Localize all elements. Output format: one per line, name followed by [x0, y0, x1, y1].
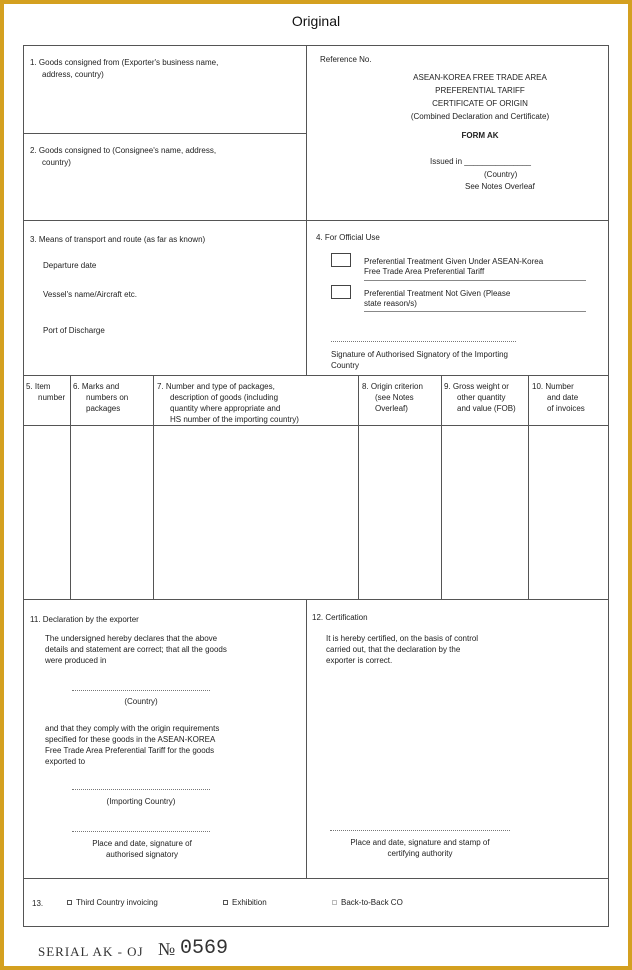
divider-header-row: [23, 425, 609, 426]
declaration-p2a: and that they comply with the origin requirements: [45, 724, 220, 733]
col9-line2: other quantity: [457, 393, 506, 402]
treatment-not-given-line1: Preferential Treatment Not Given (Please: [364, 289, 511, 298]
certifying-place-line1: Place and date, signature and stamp of: [350, 838, 490, 847]
box12-label: 12. Certification: [312, 613, 368, 622]
col-header-marks: [73, 381, 128, 414]
declaration-p1b: details and statement are correct; that all the goods: [45, 645, 227, 654]
port-of-discharge: Port of Discharge: [43, 326, 105, 335]
treatment-given-line: [364, 280, 586, 281]
col-header-invoices: [532, 381, 585, 414]
issued-in: Issued in _______________: [430, 157, 531, 166]
header-line4: (Combined Declaration and Certificate): [410, 112, 550, 121]
declaration-p1c: were produced in: [45, 656, 107, 665]
treatment-given-line2: Free Trade Area Preferential Tariff: [364, 267, 485, 276]
exporter-signature-line: [72, 831, 210, 832]
divider-row3: [23, 375, 609, 376]
exporter-place-line1: Place and date, signature of: [92, 839, 192, 848]
declaration-importing-country: (Importing Country): [106, 797, 176, 806]
box11-label: 11. Declaration by the exporter: [30, 615, 139, 624]
vessel-name: Vessel's name/Aircraft etc.: [43, 290, 138, 299]
declaration-country: (Country): [124, 697, 158, 706]
col10-line2: and date: [547, 393, 579, 402]
col-header-item-number: [26, 381, 65, 403]
importing-signature-line2: Country: [331, 361, 360, 370]
col10-line3: of invoices: [547, 404, 585, 413]
serial-number: 0569: [180, 937, 229, 960]
col-header-description: [157, 381, 299, 425]
divider-row5: [23, 878, 609, 879]
treatment-not-given-checkbox[interactable]: [331, 285, 351, 299]
divider-box1-box2: [23, 133, 306, 134]
third-country-checkbox[interactable]: [67, 900, 72, 905]
back-to-back-label: Back-to-Back CO: [341, 898, 403, 907]
departure-date: Departure date: [43, 261, 97, 270]
treatment-given-line1: Preferential Treatment Given Under ASEAN-Korea: [364, 257, 544, 266]
col6-line3: packages: [86, 404, 121, 413]
col-divider-9: [441, 375, 442, 599]
declaration-p2c: Free Trade Area Preferential Tariff for the goods: [45, 746, 215, 755]
importing-signature-line: [331, 341, 516, 342]
serial-prefix: SERIAL AK - OJ: [38, 944, 144, 959]
col-divider-10: [528, 375, 529, 599]
col8-line1: 8. Origin criterion: [362, 382, 423, 391]
issued-country: (Country): [484, 170, 518, 179]
col5-line1: 5. Item: [26, 382, 51, 391]
col5-line2: number: [38, 393, 66, 402]
serial-number-sign: №: [158, 939, 177, 959]
col7-line2: description of goods (including: [170, 393, 279, 402]
box4-label: 4. For Official Use: [316, 233, 380, 242]
certification-p3: exporter is correct.: [326, 656, 393, 665]
certifying-signature-line: [330, 830, 510, 831]
box1-label-cont: address, country): [42, 70, 104, 79]
col6-line2: numbers on: [86, 393, 129, 402]
col9-line1: 9. Gross weight or: [444, 382, 509, 391]
col-header-weight: [444, 381, 516, 414]
reason-line: [364, 311, 586, 312]
col10-line1: 10. Number: [532, 382, 574, 391]
col8-line3: Overleaf): [375, 404, 408, 413]
header-line2: PREFERENTIAL TARIFF: [435, 86, 525, 95]
notes-overleaf: See Notes Overleaf: [465, 182, 535, 191]
col-divider-7: [153, 375, 154, 599]
certification-p1: It is hereby certified, on the basis of control: [326, 634, 479, 643]
box2-label: 2. Goods consigned to (Consignee's name, address,: [30, 146, 217, 155]
page-title: Original: [291, 13, 341, 29]
certification-p2: carried out, that the declaration by the: [326, 645, 461, 654]
divider-11-12: [306, 599, 307, 878]
col-divider-8: [358, 375, 359, 599]
divider-top-vertical: [306, 45, 307, 375]
col6-line1: 6. Marks and: [73, 382, 120, 391]
exporter-place-line2: authorised signatory: [105, 850, 179, 859]
col-divider-6: [70, 375, 71, 599]
col7-line3: quantity where appropriate and: [170, 404, 281, 413]
certifying-place-line2: certifying authority: [387, 849, 453, 858]
col7-line1: 7. Number and type of packages,: [157, 382, 275, 391]
divider-row4: [23, 599, 609, 600]
col-header-origin: [362, 381, 423, 414]
box3-label: 3. Means of transport and route (as far as known): [30, 235, 206, 244]
reference-label: Reference No.: [320, 55, 372, 64]
importing-country-line: [72, 789, 210, 790]
back-to-back-checkbox[interactable]: [332, 900, 337, 905]
col9-line3: and value (FOB): [457, 404, 516, 413]
treatment-not-given-line2: state reason/s): [364, 299, 417, 308]
box2-label-cont: country): [42, 158, 71, 167]
exhibition-label: Exhibition: [232, 898, 267, 907]
produced-country-line: [72, 690, 210, 691]
header-line1: ASEAN-KOREA FREE TRADE AREA: [413, 73, 547, 82]
third-country-label: Third Country invoicing: [76, 898, 158, 907]
divider-row2: [23, 220, 609, 221]
form-name: FORM AK: [461, 131, 499, 140]
declaration-p1a: The undersigned hereby declares that the above: [45, 634, 218, 643]
declaration-p2b: specified for these goods in the ASEAN-KOREA: [45, 735, 216, 744]
importing-signature-line1: Signature of Authorised Signatory of the Importing: [331, 350, 508, 359]
box1-label: 1. Goods consigned from (Exporter's business name,: [30, 58, 219, 67]
col8-line2: (see Notes: [375, 393, 414, 402]
box13-label: 13.: [32, 899, 44, 908]
declaration-p2d: exported to: [45, 757, 86, 766]
form-frame: [23, 45, 609, 927]
col7-line4: HS number of the importing country): [170, 415, 299, 424]
treatment-given-checkbox[interactable]: [331, 253, 351, 267]
exhibition-checkbox[interactable]: [223, 900, 228, 905]
header-line3: CERTIFICATE OF ORIGIN: [432, 99, 528, 108]
